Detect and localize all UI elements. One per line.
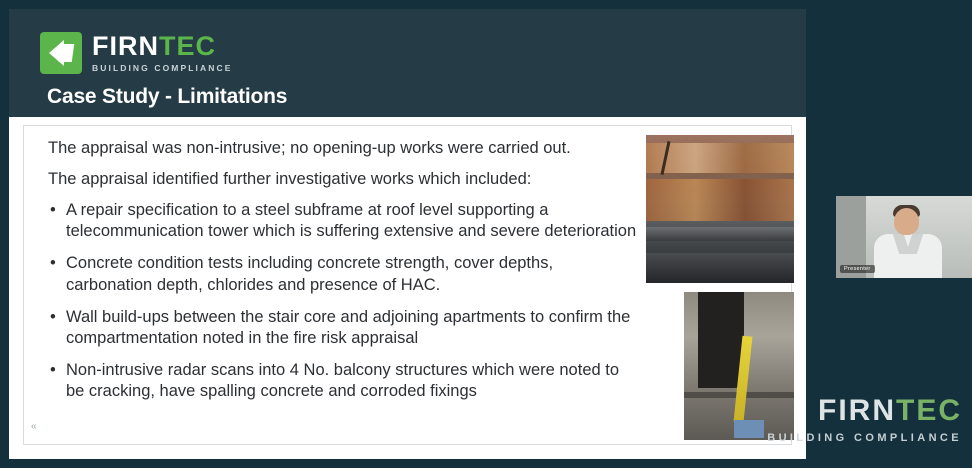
presentation-slide[interactable] <box>9 9 806 459</box>
list-item: • Wall build-ups between the stair core and adjoining apartments to confirm the compartmentation noted in the fire risk appraisal <box>48 307 638 349</box>
logo-subtitle: BUILDING COMPLIANCE <box>92 63 233 74</box>
photo-void-shadow <box>698 292 744 388</box>
photo-blue-object <box>734 420 764 438</box>
video-person-head <box>894 208 919 235</box>
list-item: • Concrete condition tests including concrete strength, cover depths, carbonation depth, chlorides and presence of HAC. <box>48 253 638 295</box>
photo-rust-band-lower <box>646 179 794 221</box>
photo-steel-member <box>646 227 794 241</box>
firntec-logo <box>40 31 232 75</box>
background-brand-watermark <box>767 396 962 444</box>
list-item: • Non-intrusive radar scans into 4 No. balcony structures which were noted to be cracking, have spalling concrete and corroded fixings <box>48 360 638 402</box>
slide-corner-marker: « <box>31 421 37 432</box>
bullet-list <box>48 200 638 402</box>
slide-text-column <box>48 138 638 413</box>
corroded-steel-roof-photo <box>646 135 794 283</box>
slide-title: Case Study - Limitations <box>47 85 288 108</box>
logo-wordmark <box>92 33 232 60</box>
logo-text <box>92 33 232 73</box>
photo-shadow-area <box>646 253 794 283</box>
watermark-wordmark <box>767 396 962 426</box>
logo-word-tec: TEC <box>159 31 216 62</box>
firntec-arrow-logo-icon <box>40 32 82 74</box>
participant-name-label: Presenter <box>840 265 875 273</box>
presenter-video-tile[interactable] <box>836 196 972 278</box>
list-item: • A repair specification to a steel subframe at roof level supporting a telecommunication tower which is suffering extensive and severe deterioration <box>48 200 638 242</box>
paragraph-2: The appraisal identified further investigative works which included: <box>48 170 532 189</box>
paragraph-1: The appraisal was non-intrusive; no opening-up works were carried out. <box>48 139 571 157</box>
logo-word-firn: FIRN <box>92 31 159 62</box>
slide-header <box>9 9 806 117</box>
watermark-word-firn: FIRN <box>818 394 896 427</box>
video-person-body <box>874 234 942 278</box>
watermark-word-tec: TEC <box>896 394 962 427</box>
slide-body <box>23 125 792 445</box>
watermark-subtitle: BUILDING COMPLIANCE <box>767 432 962 444</box>
